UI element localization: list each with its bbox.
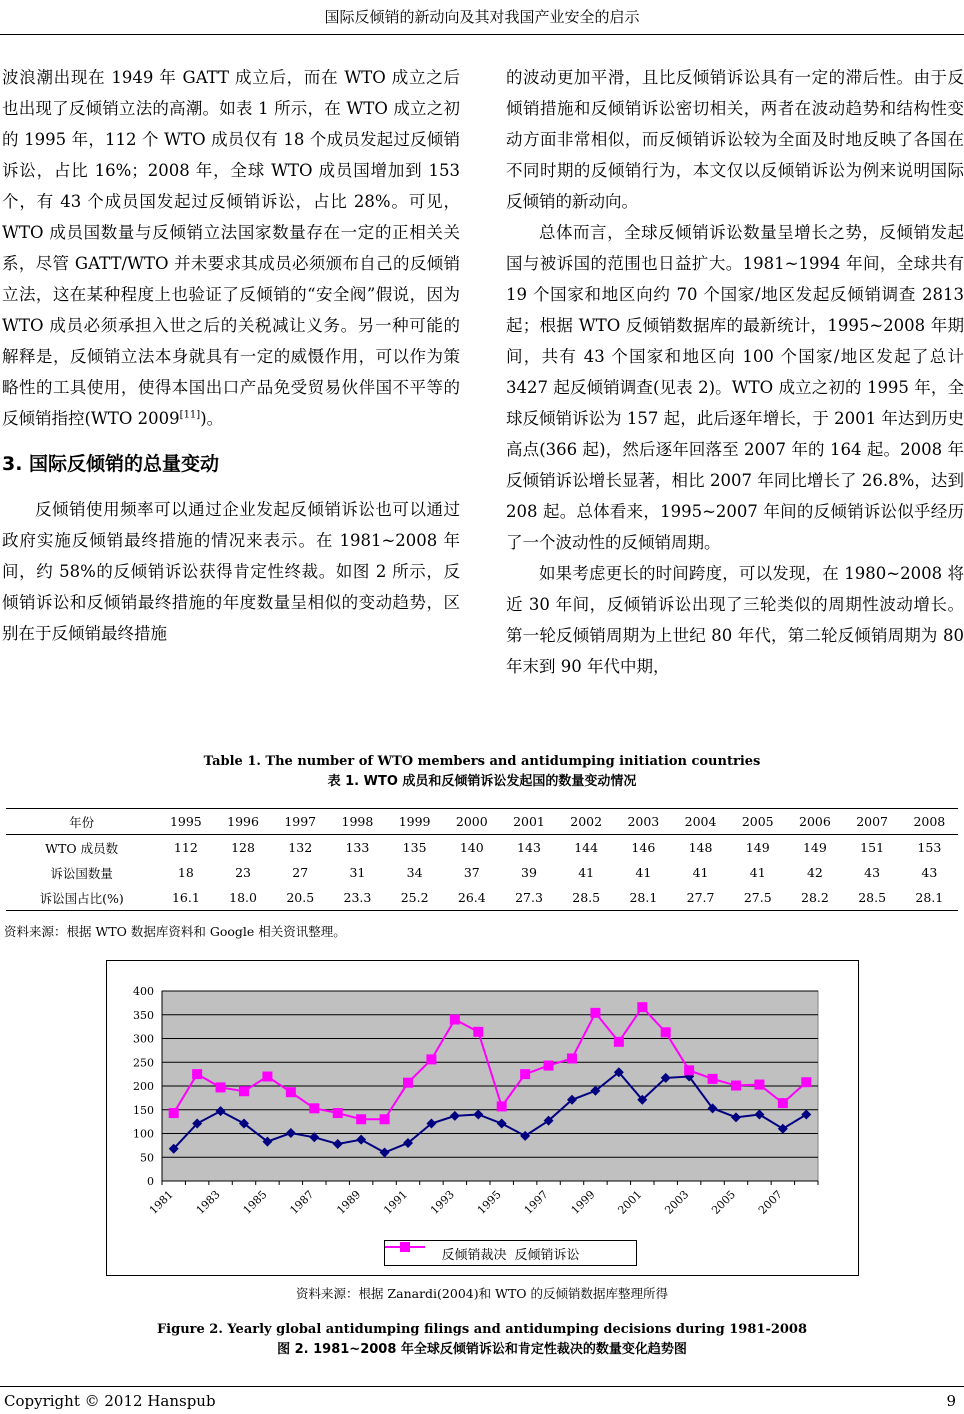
data-point-filings (403, 1078, 413, 1088)
table-cell: 149 (802, 840, 827, 855)
y-tick-label: 150 (133, 1103, 154, 1117)
legend-item-filings (515, 1244, 580, 1263)
table-caption (0, 752, 964, 792)
figure-caption-zh: 图 2. 1981~2008 年全球反倾销诉讼和肯定性裁决的数量变化趋势图 (277, 1342, 687, 1357)
footer-copyright: Copyright © 2012 Hanspub (4, 1392, 216, 1410)
wto-members-table (6, 808, 958, 911)
table-cell: 43 (921, 865, 938, 880)
table-cell: 132 (288, 840, 313, 855)
data-point-filings (309, 1103, 319, 1113)
table-cell: 34 (406, 865, 423, 880)
table-cell: 16.1 (171, 890, 200, 905)
data-point-filings (708, 1074, 718, 1084)
x-tick-label: 1993 (427, 1187, 457, 1217)
table-caption-zh: 表 1. WTO 成员和反倾销诉讼发起国的数量变动情况 (327, 774, 637, 789)
figure-caption-en: Figure 2. Yearly global antidumping filings and antidumping decisions during 1981-2008 (156, 1322, 808, 1337)
table-header-cell: 1998 (341, 814, 374, 829)
x-tick-label: 1985 (240, 1187, 270, 1217)
footer-rule (0, 1386, 964, 1387)
table-cell: 39 (521, 865, 537, 880)
table-cell: 42 (806, 865, 823, 880)
x-tick-label: 1991 (381, 1187, 411, 1217)
table-header-cell: 2006 (799, 814, 831, 829)
table-header-cell: 年份 (69, 814, 95, 830)
table-cell: 112 (173, 840, 198, 855)
data-point-filings (497, 1101, 507, 1111)
y-tick-label: 0 (147, 1175, 154, 1188)
figure-caption (0, 1320, 964, 1360)
table-cell: 23 (235, 865, 251, 880)
x-tick-label: 1995 (474, 1187, 504, 1217)
table-cell: 18 (177, 865, 194, 880)
page-number: 9 (946, 1392, 956, 1410)
table-header-cell: 1997 (284, 814, 317, 829)
data-point-filings (192, 1069, 202, 1079)
data-point-filings (426, 1054, 436, 1064)
data-point-filings (590, 1008, 600, 1018)
table-cell: 28.1 (915, 890, 944, 905)
table-cell: 25.2 (400, 890, 429, 905)
data-point-filings (239, 1086, 249, 1096)
table-cell: 31 (349, 865, 366, 880)
data-point-filings (380, 1114, 390, 1124)
left-paragraph-1-text: 波浪潮出现在 1949 年 GATT 成立后，而在 WTO 成立之后也出现了反倾销立法的高潮。如表 1 所示，在 WTO 成立之初的 1995 年，112 个 WTO 成员仅有 18 个成员发起过反倾销诉讼，占比 16%；2008 年，全球 WTO 成员国增加到 153 个，有 43 个成员国发起过反倾销诉讼，占比 28%。可见，WTO 成员国数量与反倾销立法国家数量存在一定的正相关关系，尽管 GATT/WTO 并未要求其成员必须颁布自己的反倾销立法，这在某种程度上也验证了反倾销的“安全阀”假说，因为 WTO 成员必须承担入世之后的关税减让义务。另一种可能的解释是，反倾销立法本身就具有一定的威慑作用，可以作为策略性的工具使用，使得本国出口产品免受贸易伙伴国不平等的反倾销指控(WTO 2009 (2, 68, 460, 428)
table-row (6, 835, 958, 861)
y-tick-label: 100 (133, 1127, 154, 1141)
data-point-filings (544, 1061, 554, 1071)
table-cell: 133 (345, 840, 370, 855)
right-paragraph-3: 如果考虑更长的时间跨度，可以发现，在 1980~2008 将近 30 年间，反倾销诉讼出现了三轮类似的周期性波动增长。第一轮反倾销周期为上世纪 80 年代，第二轮反倾销周期为 80 年末到 90 年代中期， (506, 564, 964, 676)
table-cell: 149 (745, 840, 770, 855)
table-cell: 37 (463, 865, 480, 880)
table-cell: 23.3 (343, 890, 372, 905)
data-point-filings (333, 1108, 343, 1118)
table-header-cell: 2000 (455, 814, 488, 829)
data-point-filings (262, 1072, 272, 1082)
table-cell: 148 (688, 840, 713, 855)
data-point-filings (731, 1081, 741, 1091)
table-cell: 27.5 (743, 890, 772, 905)
table-cell: 140 (459, 840, 484, 855)
right-paragraph-1: 的波动更加平滑，且比反倾销诉讼具有一定的滞后性。由于反倾销措施和反倾销诉讼密切相关，两者在波动趋势和结构性变动方面非常相似，而反倾销诉讼较为全面及时地反映了各国在不同时期的反倾销行为，本文仅以反倾销诉讼为例来说明国际反倾销的新动向。 (506, 68, 964, 211)
table-header-row (6, 809, 958, 835)
left-column (2, 62, 460, 649)
table-cell: 153 (917, 840, 942, 855)
table-caption-en: Table 1. The number of WTO members and antidumping initiation countries (203, 754, 761, 769)
table-cell: 诉讼国数量 (50, 865, 113, 881)
data-point-filings (567, 1053, 577, 1063)
left-paragraph-2: 反倾销使用频率可以通过企业发起反倾销诉讼也可以通过政府实施反倾销最终措施的情况来表示。在 1981~2008 年间，约 58%的反倾销诉讼获得肯定性终裁。如图 2 所示，反倾销诉讼和反倾销最终措施的年度数量呈相似的变动趋势，区别在于反倾销最终措施 (2, 500, 460, 643)
x-tick-label: 2007 (755, 1187, 785, 1217)
data-point-filings (754, 1080, 764, 1090)
y-tick-label: 400 (133, 985, 154, 998)
x-tick-label: 1989 (334, 1187, 364, 1217)
chart-svg (107, 961, 858, 1275)
table-cell: 18.0 (229, 890, 257, 905)
left-paragraph-1 (2, 62, 460, 434)
table-row (6, 860, 958, 885)
data-point-filings (286, 1087, 296, 1097)
data-point-filings (169, 1108, 179, 1118)
table-cell: 诉讼国占比(%) (39, 890, 124, 906)
table-header-cell: 1999 (398, 814, 431, 829)
running-header: 国际反倾销的新动向及其对我国产业安全的启示 (324, 8, 640, 26)
data-point-filings (801, 1077, 811, 1087)
x-tick-label: 2003 (662, 1187, 692, 1217)
legend-label-filings: 反倾销诉讼 (514, 1247, 580, 1263)
data-point-filings (614, 1037, 624, 1047)
table-header-cell: 2008 (913, 814, 946, 829)
legend-square-marker-icon (385, 1241, 425, 1253)
header-rule (0, 34, 964, 35)
data-point-filings (637, 1002, 647, 1012)
y-tick-label: 250 (133, 1056, 154, 1070)
table-header-cell: 2001 (513, 814, 545, 829)
table-cell: 151 (860, 840, 885, 855)
table-cell: 41 (578, 865, 595, 880)
data-point-filings (778, 1098, 788, 1108)
data-point-filings (450, 1015, 460, 1025)
data-point-filings (520, 1069, 530, 1079)
table-cell: 41 (692, 865, 709, 880)
table-header-cell: 2003 (627, 814, 660, 829)
table-header-cell: 1995 (169, 814, 202, 829)
y-tick-label: 200 (133, 1080, 154, 1093)
x-tick-label: 1981 (146, 1187, 176, 1217)
data-point-filings (356, 1114, 366, 1124)
data-point-filings (661, 1027, 671, 1037)
table-cell: 20.5 (286, 890, 315, 905)
table-row (6, 885, 958, 911)
legend-label-decisions: 反倾销裁决 (441, 1247, 507, 1263)
x-tick-label: 1983 (193, 1187, 223, 1217)
table-cell: WTO 成员数 (45, 840, 119, 856)
table-cell: 41 (749, 865, 766, 880)
table-cell: 28.5 (572, 890, 601, 905)
table-cell: 27 (292, 865, 309, 880)
x-tick-label: 1999 (568, 1187, 598, 1217)
left-paragraph-1-end: )。 (200, 409, 224, 428)
table-cell: 144 (574, 840, 599, 855)
legend-item-decisions (441, 1244, 506, 1263)
x-tick-label: 2005 (709, 1187, 739, 1217)
right-column (506, 62, 964, 682)
table-header-cell: 2007 (856, 814, 889, 829)
table-header-cell: 2005 (741, 814, 774, 829)
data-point-filings (473, 1027, 483, 1037)
table-cell: 41 (635, 865, 652, 880)
table-cell: 27.3 (515, 890, 543, 905)
reference-11[interactable]: [11] (179, 409, 201, 421)
x-tick-label: 2001 (615, 1187, 645, 1217)
y-tick-label: 50 (140, 1151, 154, 1165)
y-tick-label: 350 (133, 1008, 154, 1022)
table-source-note: 资料来源：根据 WTO 数据库资料和 Google 相关资讯整理。 (4, 924, 346, 939)
x-tick-label: 1987 (287, 1187, 317, 1217)
table-header-cell: 1996 (227, 814, 259, 829)
figure-source-note: 资料来源：根据 Zanardi(2004)和 WTO 的反倾销数据库整理所得 (295, 1286, 669, 1301)
data-point-filings (216, 1082, 226, 1092)
chart-legend (384, 1240, 637, 1266)
right-paragraph-2: 总体而言，全球反倾销诉讼数量呈增长之势，反倾销发起国与被诉国的范围也日益扩大。1981~1994 年间，全球共有 19 个国家和地区向约 70 个国家/地区发起反倾销调查 2813 起；根据 WTO 反倾销数据库的最新统计，1995~2008 年期间，共有 43 个国家和地区向 100 个国家/地区发起了总计 3427 起反倾销调查(见表 2)。WTO 成立之初的 1995 年，全球反倾销诉讼为 157 起，此后逐年增长，于 2001 年达到历史高点(366 起)，然后逐年回落至 2007 年的 164 起。2008 年反倾销诉讼增长显著，相比 2007 年同比增长了 26.8%，达到 208 起。总体看来，1995~2007 年间的反倾销诉讼似乎经历了一个波动性的反倾销周期。 (506, 223, 964, 552)
table-cell: 146 (631, 840, 656, 855)
figure-2-chart (106, 960, 859, 1276)
table-cell: 43 (864, 865, 881, 880)
table-cell: 27.7 (686, 890, 715, 905)
table-cell: 135 (402, 840, 427, 855)
table-header-cell: 2002 (570, 814, 603, 829)
table-header-cell: 2004 (684, 814, 717, 829)
table-cell: 28.2 (801, 890, 829, 905)
section-heading: 3. 国际反倾销的总量变动 (2, 453, 220, 475)
table-cell: 28.1 (629, 890, 658, 905)
y-tick-label: 300 (133, 1032, 154, 1046)
x-tick-label: 1997 (521, 1187, 551, 1217)
table-cell: 28.5 (858, 890, 887, 905)
data-point-filings (684, 1065, 694, 1075)
table-cell: 26.4 (457, 890, 486, 905)
table-cell: 143 (517, 840, 541, 855)
table-cell: 128 (231, 840, 255, 855)
